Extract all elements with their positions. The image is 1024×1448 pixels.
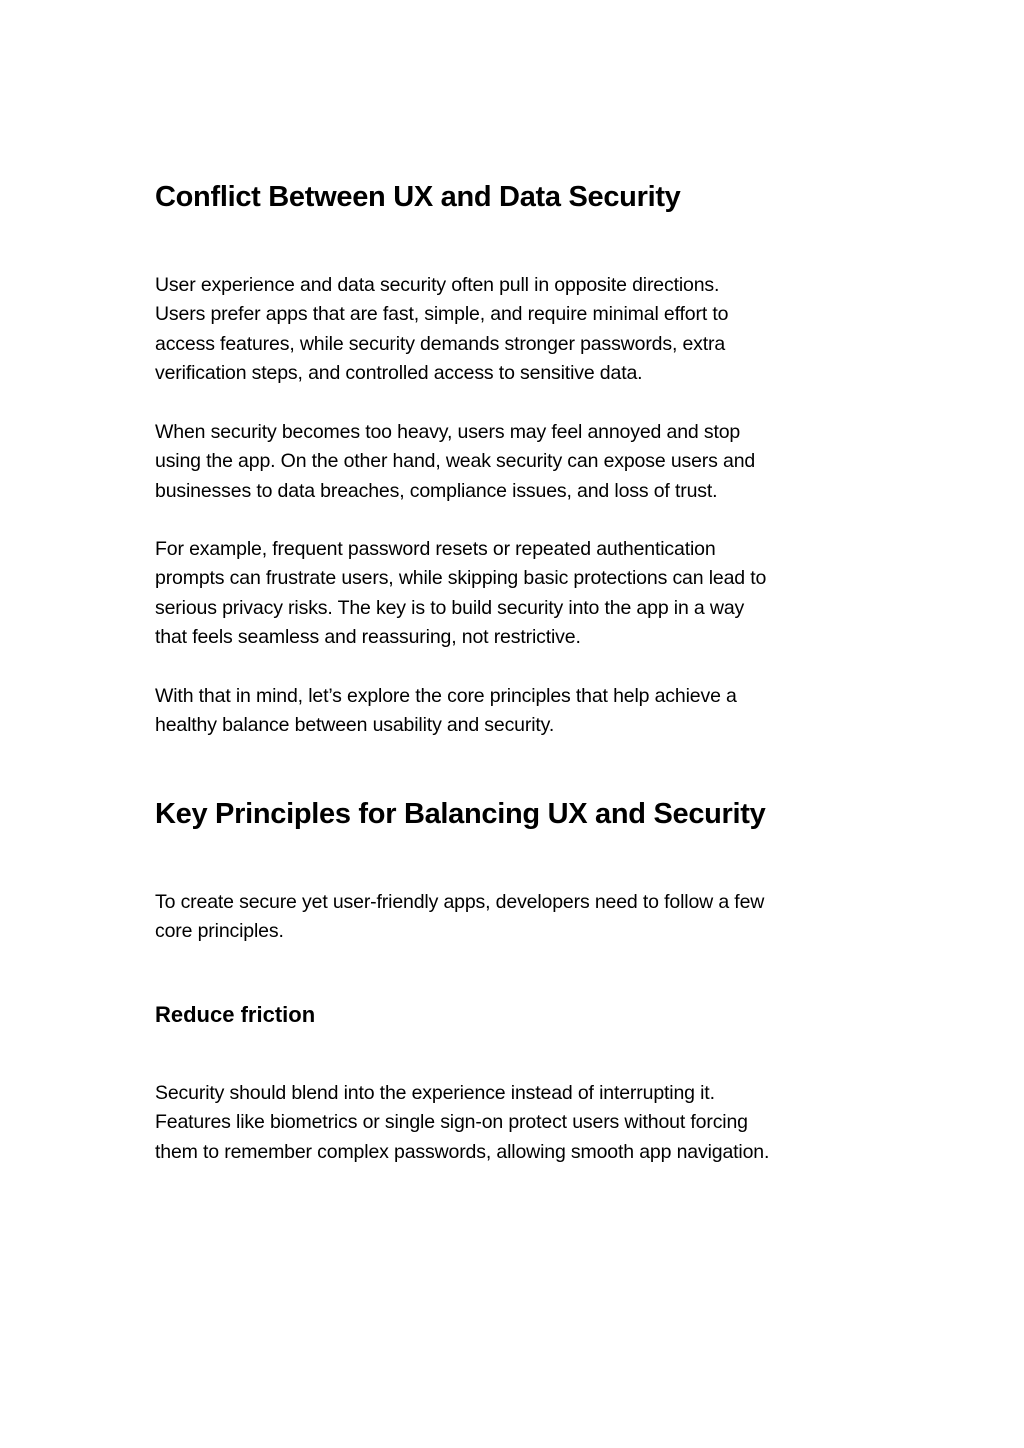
text-line: Users prefer apps that are fast, simple, and require minimal effort to bbox=[155, 303, 729, 326]
text-line: To create secure yet user-friendly apps, developers need to follow a few bbox=[155, 891, 765, 913]
text-line: With that in mind, let’s explore the core principles that help achieve a bbox=[155, 685, 737, 707]
paragraph-principles-intro bbox=[155, 888, 885, 947]
section-heading-conflict: Conflict Between UX and Data Security bbox=[155, 181, 681, 213]
text-line: that feels seamless and reassuring, not restrictive. bbox=[155, 625, 581, 648]
text-line: serious privacy risks. The key is to build security into the app in a way bbox=[155, 596, 745, 619]
text-line: Security should blend into the experience instead of interrupting it. bbox=[155, 1082, 715, 1104]
paragraph-security-too-heavy bbox=[155, 418, 885, 506]
section-heading-key-principles: Key Principles for Balancing UX and Security bbox=[155, 798, 766, 830]
paragraph-example bbox=[155, 535, 885, 652]
text-line: User experience and data security often pull in opposite directions. bbox=[155, 274, 720, 296]
paragraph-reduce-friction bbox=[155, 1079, 885, 1167]
text-line: healthy balance between usability and security. bbox=[155, 714, 555, 737]
subsection-heading-reduce-friction: Reduce friction bbox=[155, 1002, 316, 1027]
text-line: For example, frequent password resets or repeated authentication bbox=[155, 538, 716, 560]
text-line: access features, while security demands stronger passwords, extra bbox=[155, 332, 726, 355]
text-line: core principles. bbox=[155, 920, 284, 943]
text-line: businesses to data breaches, compliance issues, and loss of trust. bbox=[155, 479, 718, 502]
paragraph-transition bbox=[155, 682, 885, 741]
text-line: prompts can frustrate users, while skipping basic protections can lead to bbox=[155, 567, 767, 590]
text-line: using the app. On the other hand, weak security can expose users and bbox=[155, 450, 756, 473]
text-line: Features like biometrics or single sign-on protect users without forcing bbox=[155, 1111, 748, 1134]
text-line: verification steps, and controlled access to sensitive data. bbox=[155, 361, 643, 384]
text-line: them to remember complex passwords, allowing smooth app navigation. bbox=[155, 1140, 770, 1163]
paragraph-conflict-intro bbox=[155, 271, 885, 388]
text-line: When security becomes too heavy, users may feel annoyed and stop bbox=[155, 421, 741, 443]
